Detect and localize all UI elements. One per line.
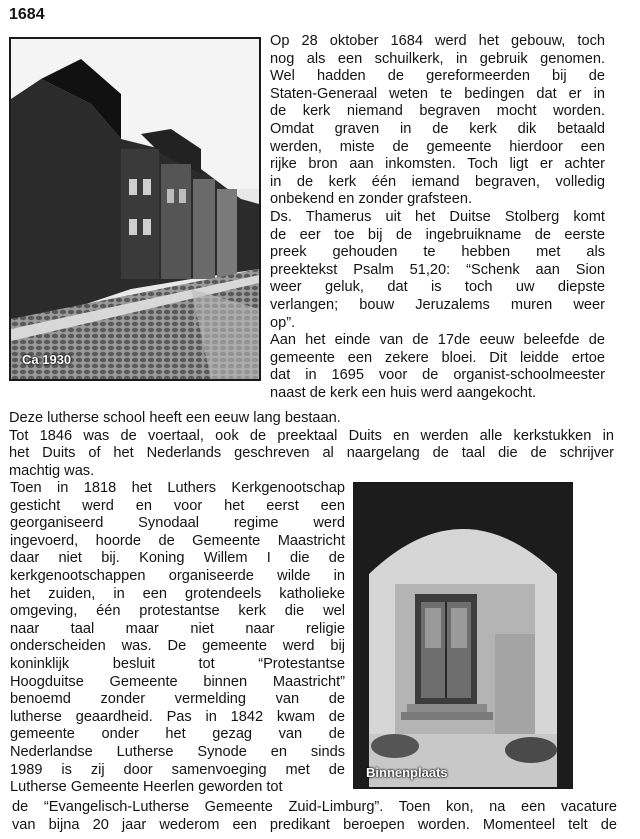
text-line: Nederlandse Lutherse Synode en sinds	[10, 743, 345, 760]
text-line: koninklijk besluit tot “Protestantse	[10, 655, 345, 672]
text-line: preek gehouden te hebben met als	[270, 244, 605, 261]
text-line: benoemd zonder vermelding van de	[10, 691, 345, 708]
text-line: Lutherse Gemeente Heerlen geworden tot	[10, 779, 283, 796]
courtyard-photo-caption: Binnenplaats	[366, 765, 448, 780]
text-line: gemeente een zekere bloei. Dit leidde ertoe	[270, 349, 605, 366]
text-line: Aan het einde van de 17de eeuw beleefde de	[270, 332, 605, 349]
full-width-text-a	[9, 410, 614, 480]
text-line: in de kerk één iemand begraven, volledig	[270, 173, 605, 190]
text-line: preektekst Psalm 51,20: “Schenk aan Sion	[270, 261, 605, 278]
text-line: naast de kerk een huis werd aangekocht.	[270, 384, 537, 401]
right-column-text	[270, 33, 605, 402]
text-line: Omdat graven in de kerk dik betaald	[270, 120, 605, 137]
text-line: het Duits of het Nederlands geschreven al naargelang de taal die de schrijver	[9, 445, 614, 462]
text-line: onderscheiden was. De gemeente werd bij	[10, 638, 345, 655]
left-column-text	[10, 480, 345, 797]
text-line: weer geluk, dat is toch uw diepste	[270, 279, 605, 296]
text-line: werden, miste de gemeente hierdoor een	[270, 138, 605, 155]
text-line: Deze lutherse school heeft een eeuw lang bestaan.	[9, 410, 341, 426]
text-line: Wel hadden de gereformeerden bij de	[270, 68, 605, 85]
text-line: naar taal maar niet naar religie	[10, 620, 345, 637]
text-line: lutherse geaardheid. Pas in 1842 kwam de	[10, 708, 345, 725]
text-line: georganiseerd Synodaal regime werd	[10, 515, 345, 532]
text-line: Ds. Thamerus uit het Duitse Stolberg komt	[270, 208, 605, 225]
text-line: rijke bron aan inkomsten. Toch ligt er achter	[270, 156, 605, 173]
text-line: Toen in 1818 het Luthers Kerkgenootschap	[10, 480, 345, 496]
text-line: dat in 1695 voor de organist-schoolmeester	[270, 367, 605, 384]
text-line: Tot 1846 was de voertaal, ook de preektaal Duits en werden alle kerkstukken in	[9, 427, 614, 444]
text-line: op”.	[270, 314, 296, 331]
text-line: gemeente onder het gezag van de	[10, 726, 345, 743]
text-line: de “Evangelisch-Lutherse Gemeente Zuid-Limburg”. Toen kon, na een vacature	[12, 799, 617, 815]
text-line: kerkgenootschappen organiseerde wilde in	[10, 567, 345, 584]
text-line: de eer toe bij de ingebruikname de eerste	[270, 226, 605, 243]
text-line: van bijna 20 jaar wederom een predikant beroepen worden. Momenteel telt de	[12, 816, 617, 833]
street-photo-caption: Ca 1930	[22, 352, 72, 367]
page-year: 1684	[9, 6, 45, 23]
text-line: omgeving, één protestantse kerk die wel	[10, 603, 345, 620]
courtyard-photo	[353, 482, 573, 789]
text-line: gesticht werd en voor het eerst een	[10, 497, 345, 514]
text-line: Staten-Generaal weten te bedingen dat er in	[270, 85, 605, 102]
text-line: ingevoerd, hoorde de Gemeente Maastricht	[10, 532, 345, 549]
full-width-text-b	[12, 799, 617, 834]
text-line: verlangen; bouw Jeruzalems muren weer	[270, 296, 605, 313]
text-line: de kerk niemand begraven mocht worden.	[270, 103, 605, 120]
text-line: machtig was.	[9, 462, 95, 479]
text-line: onbekend en zonder grafsteen.	[270, 191, 473, 208]
text-line: Hoogduitse Gemeente binnen Maastricht”	[10, 673, 345, 690]
text-line: nog als een schuilkerk, in gebruik genomen.	[270, 50, 605, 67]
text-line: 1989 is zij door samenvoeging met de	[10, 761, 345, 778]
text-line: daar niet bij. Koning Willem I die de	[10, 550, 345, 567]
street-photo	[9, 37, 261, 381]
text-line: het zuiden, in een grotendeels katholieke	[10, 585, 345, 602]
text-line: Op 28 oktober 1684 werd het gebouw, toch	[270, 33, 605, 49]
